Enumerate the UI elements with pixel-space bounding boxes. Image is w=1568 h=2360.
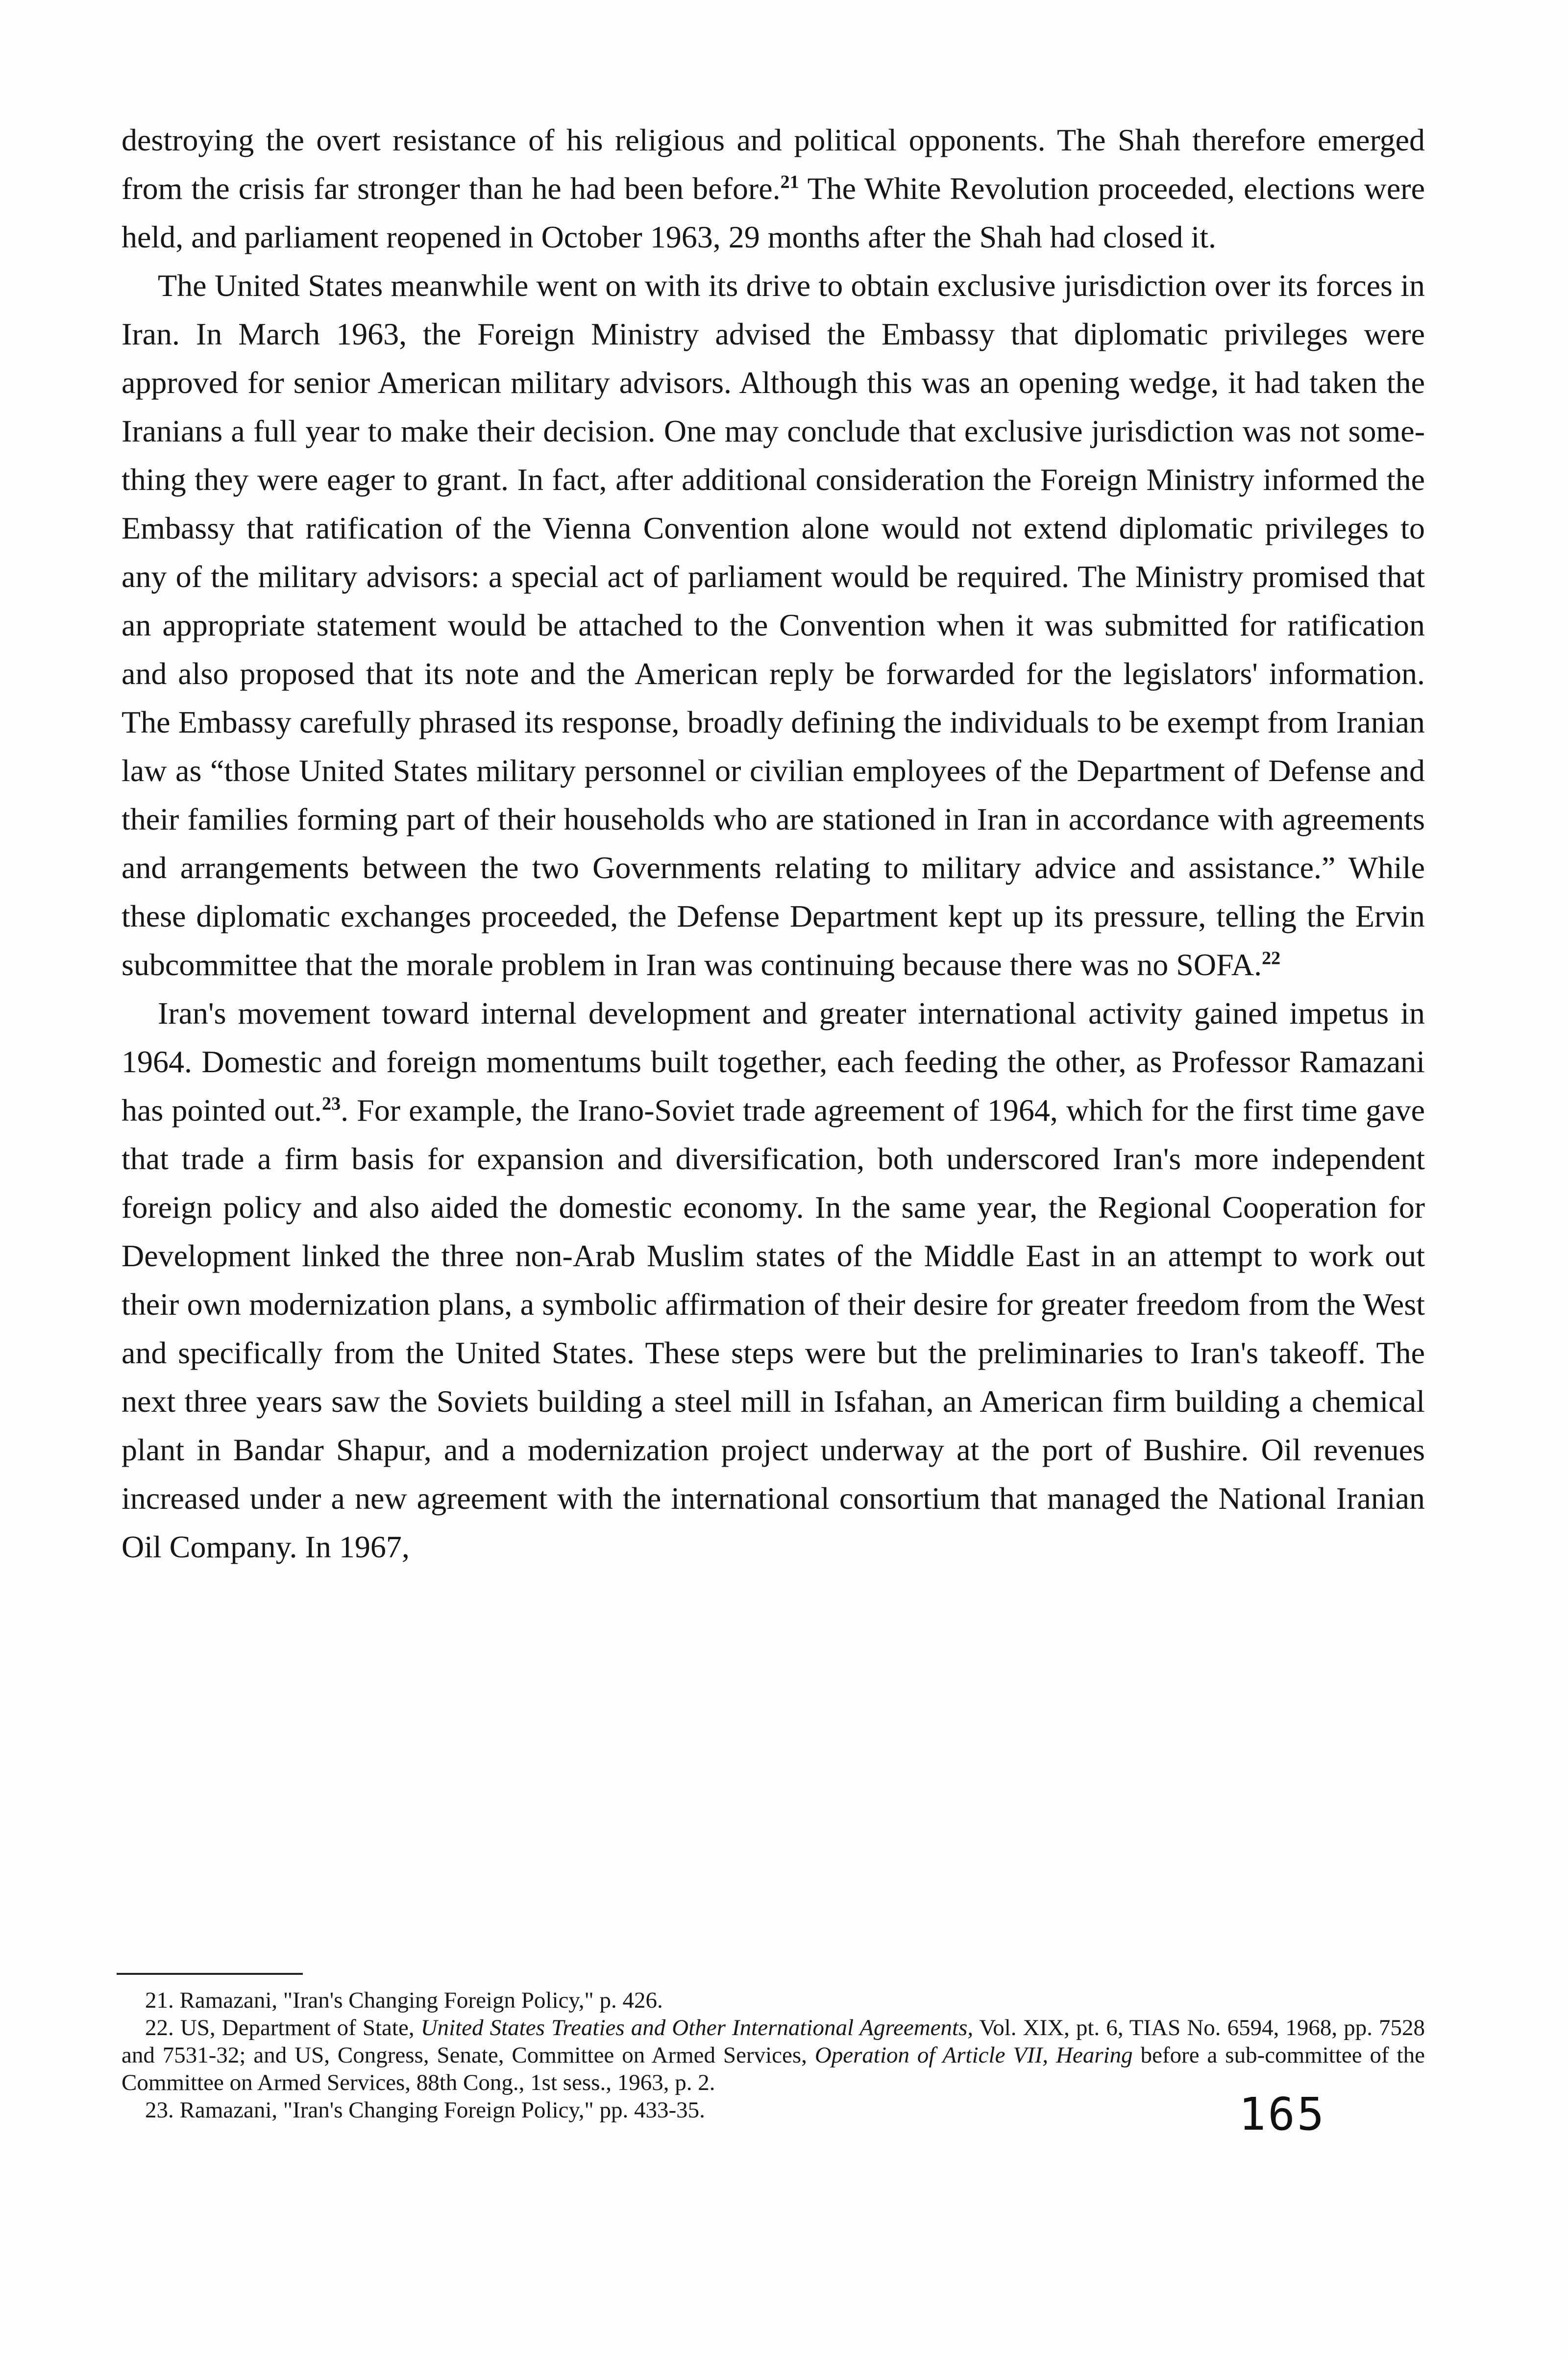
italic-title: United States Treaties and Other International Agreements,: [420, 2015, 974, 2040]
footnote-divider: [117, 1973, 303, 1975]
body-paragraph: [122, 989, 1425, 1571]
footnote-reference: 22: [1262, 948, 1281, 969]
text-run: The White Revolution proceeded, elections were held, and parliament reopened in October 1963, 29 months after the Shah had closed it.: [122, 171, 1425, 254]
text-run: 23. Ramazani, "Iran's Changing Foreign Policy," pp. 433-35.: [145, 2097, 705, 2123]
footnote: [122, 2096, 1425, 2124]
text-run: Vol. XIX, pt. 6, TIAS No. 6594, 1968, pp. 7528 and 7531-32; and US, Congress, Senate, Committee on Armed Services,: [122, 2015, 1425, 2068]
text-run: Iran's movement toward internal development and greater international activity gained impetus in 1964. Domestic and foreign momentums built together, each feeding the other, as Professor Ramazani has pointed out.: [122, 996, 1425, 1128]
text-run: . For example, the Irano-Soviet trade agreement of 1964, which for the first time gave that trade a firm basis for expansion and diversification, both underscored Iran's more independent foreign policy and also aided the domestic economy. In the same year, the Regional Cooperation for Development linked the three non-Arab Muslim states of the Middle East in an attempt to work out their own modernization plans, a symbolic affirmation of their desire for greater freedom from the West and specifically from the United States. These steps were but the preliminaries to Iran's takeoff. The next three years saw the Soviets building a steel mill in Isfahan, an American firm building a chemical plant in Bandar Shapur, and a modernization project underway at the port of Bushire. Oil revenues increased under a new agreement with the international consortium that managed the National Iranian Oil Company. In 1967,: [122, 1093, 1425, 1564]
text-run: before a sub-committee of the Committee on Armed Services, 88th Cong., 1st sess., 1963, p. 2.: [122, 2042, 1425, 2095]
body-paragraph: [122, 261, 1425, 989]
body-paragraph: [122, 116, 1425, 261]
footnote: [122, 2014, 1425, 2096]
text-run: 21. Ramazani, "Iran's Changing Foreign Policy," p. 426.: [145, 1988, 663, 2013]
text-run: The United States meanwhile went on with its drive to obtain exclusive jurisdiction over its forces in Iran. In March 1963, the Foreign Ministry advised the Embassy that diplomatic privileges were approved for senior American military advisors. Although this was an opening wedge, it had taken the Iranians a full year to make their decision. One may conclude that exclusive jurisdiction was not something they were eager to grant. In fact, after additional consideration the Foreign Ministry informed the Embassy that ratification of the Vienna Convention alone would not extend diplomatic privileges to any of the military advisors: a special act of parliament would be required. The Ministry promised that an appropriate statement would be attached to the Convention when it was submitted for ratification and also proposed that its note and the American reply be forwarded for the legislators' information. The Embassy carefully phrased its response, broadly defining the individuals to be exempt from Iranian law as “those United States military personnel or civilian employees of the Department of Defense and their families forming part of their households who are stationed in Iran in accordance with agreements and arrangements between the two Governments relating to military advice and assistance.” While these diplomatic exchanges proceeded, the Defense Department kept up its pressure, telling the Ervin subcommittee that the morale problem in Iran was continuing because there was no SOFA.: [122, 268, 1425, 982]
text-run: destroying the overt resistance of his religious and political opponents. The Shah therefore emerged from the crisis far stronger than he had been before.: [122, 123, 1425, 206]
footnote-reference: 21: [780, 172, 799, 193]
footnote: [122, 1987, 1425, 2014]
footnote-reference: 23: [322, 1093, 341, 1114]
body-text: [122, 116, 1425, 1571]
italic-title: Operation of Article VII, Hearing: [814, 2042, 1133, 2068]
text-run: 22. US, Department of State,: [145, 2015, 421, 2040]
footnotes: [122, 1987, 1425, 2124]
page-number: 165: [1239, 2088, 1326, 2140]
